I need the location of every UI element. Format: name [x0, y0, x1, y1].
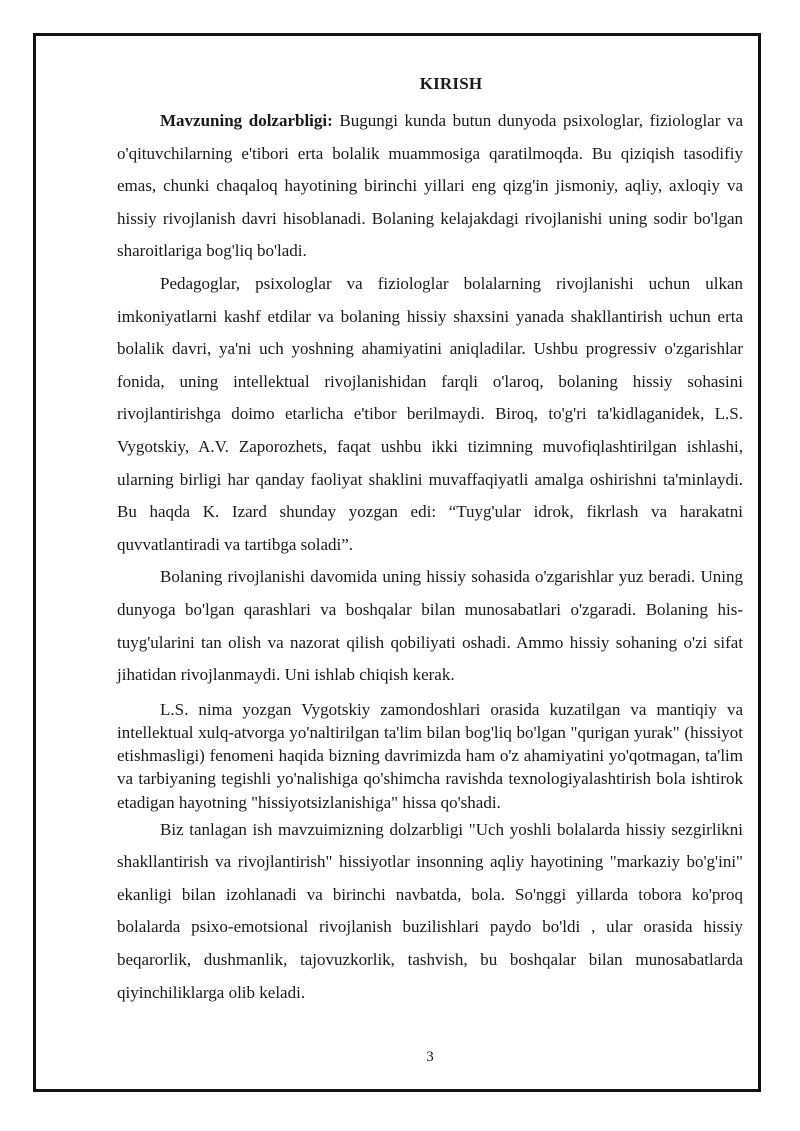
paragraph-vygotsky: L.S. nima yozgan Vygotskiy zamondoshlari orasida kuzatilgan va mantiqiy va intellektual xulq-atvorga yo'naltirilgan ta'lim bilan bog'liq bo'lgan "qurigan yurak" (hissiyot etishmasligi) fenomeni haqida bizning davrimizda ham o'z ahamiyatini yo'qotmagan, ta'lim va tarbiyaning tegishli yo'nalishiga qo'shimcha ravishda texnologiyalashtirish bola ishtirok etadigan hayotning "hissiyotsizlanishiga" hissa qo'shadi. [117, 699, 743, 812]
paragraph-educators: Pedagoglar, psixologlar va fiziologlar bolalarning rivojlanishi uchun ulkan imkoniyatlarni kashf etdilar va bolaning hissiy shaxsini yanada shakllantirish uchun erta bolalik davri, ya'ni uch yoshning ahamiyatini aniqladilar. Ushbu progressiv o'zgarishlar fonida, uning intellektual rivojlanishidan farqli o'laroq, bolaning hissiy sohasini rivojlantirishga doimo etarlicha e'tibor berilmaydi. Biroq, to'g'ri ta'kidlaganidek, L.S. Vygotskiy, A.V. Zaporozhets, faqat ushbu ikki tizimning muvofiqlashtirilgan ishlashi, ularning birligi har qanday faoliyat shaklini muvaffaqiyatli amalga oshirishni ta'minlaydi. Bu haqda K. Izard shunday yozgan edi: “Tuyg'ular idrok, fikrlash va harakatni quvvatlantiradi va tartibga soladi”. [117, 273, 743, 554]
paragraph-lead: Mavzuning dolzarbligi: [160, 111, 333, 130]
paragraph-topic: Biz tanlagan ish mavzuimizning dolzarbligi "Uch yoshli bolalarda hissiy sezgirlikni shakllantirish va rivojlantirish" hissiyotlar insonning aqliy hayotining "markaziy bo'g'ini" ekanligi bilan izohlanadi va birinchi navbatda, bola. So'nggi yillarda tobora ko'proq bolalarda psixo-emotsional rivojlanish buzilishlari paydo bo'ldi , ular orasida hissiy beqarorlik, dushmanlik, tajovuzkorlik, tashvish, bu boshqalar bilan munosabatlarda qiyinchiliklarga olib keladi. [117, 819, 743, 1002]
paragraph-text: Bugungi kunda butun dunyoda psixologlar, fiziologlar va o'qituvchilarning e'tibori erta bolalik muammosiga qaratilmoqda. Bu qiziqish tasodifiy emas, chunki chaqaloq hayotining birinchi yillari eng qizg'in jismoniy, aqliy, axloqiy va hissiy rivojlanish davri hisoblanadi. Bolaning kelajakdagi rivojlanishi uning sodir bo'lgan sharoitlariga bog'liq bo'ladi. [117, 111, 743, 261]
paragraph-relevance [117, 105, 743, 268]
section-title: KIRISH [419, 74, 483, 93]
page-number: 3 [426, 1049, 434, 1065]
document-body [117, 74, 743, 1009]
paragraph-development: Bolaning rivojlanishi davomida uning hissiy sohasida o'zgarishlar yuz beradi. Uning dunyoga bo'lgan qarashlari va boshqalar bilan munosabatlari o'zgaradi. Bolaning his-tuyg'ularini tan olish va nazorat qilish qobiliyati oshadi. Ammo hissiy sohaning o'zi sifat jihatidan rivojlanmaydi. Uni ishlab chiqish kerak. [117, 567, 743, 685]
